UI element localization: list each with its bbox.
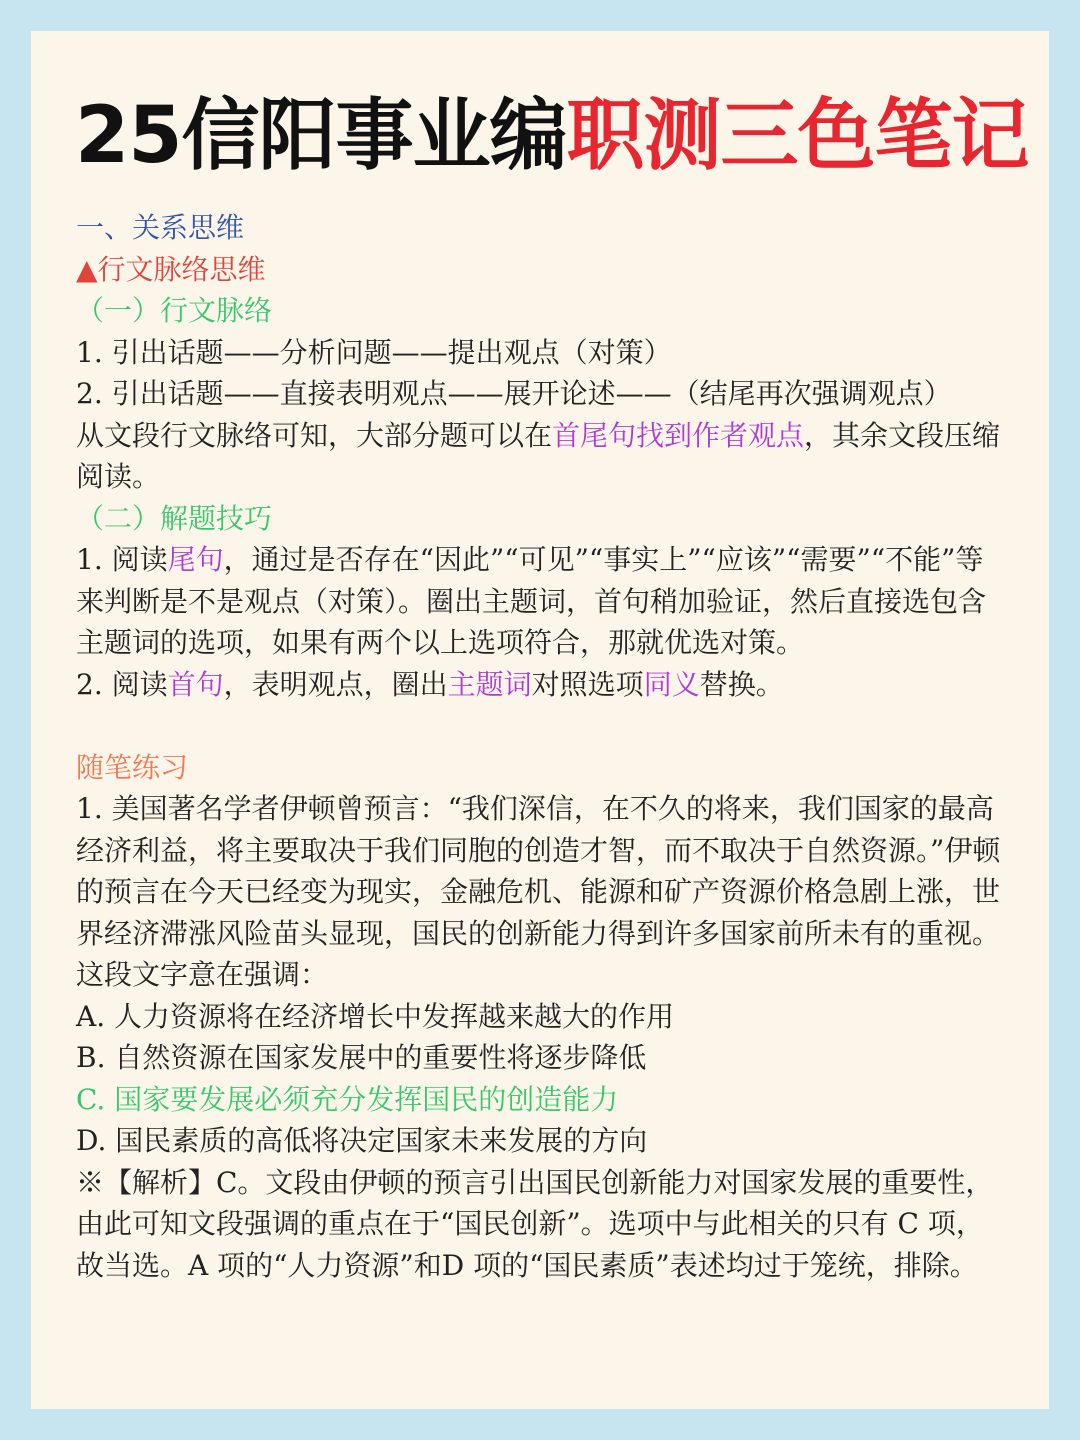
part2-heading: （二）解题技巧 — [76, 501, 273, 535]
highlight-text: 尾句 — [167, 543, 224, 576]
outline-summary: 从文段行文脉络可知，大部分题可以在首尾句找到作者观点，其余文段压缩阅读。 — [76, 418, 1001, 493]
option-b: B. 自然资源在国家发展中的重要性将逐步降低 — [76, 1041, 647, 1074]
highlight-text: 主题词 — [447, 667, 532, 701]
highlight-text: 首尾句找到作者观点 — [552, 418, 805, 452]
option-c-correct: C. 国家要发展必须充分发挥国民的创造能力 — [76, 1082, 619, 1116]
title-part-black: 25信阳事业编 — [75, 91, 567, 181]
part1-heading: （一）行文脉络 — [76, 294, 273, 327]
option-d: D. 国民素质的高低将决定国家未来发展的方向 — [76, 1124, 648, 1157]
note-card — [31, 31, 1049, 1409]
question-text: 1. 美国著名学者伊顿曾预言：“我们深信，在不久的将来，我们国家的最高经济利益，将主要取决于我们同胞的创造才智，而不取决于自然资源。”伊顿的预言在今天已经变为现实，金融危机、能源和矿产资源价格急剧上涨，世界经济滞涨风险苗头显现，国民的创新能力得到许多国家前所未有的重视。这段文字意在强调： — [76, 792, 1001, 991]
highlight-text: 首句 — [167, 667, 224, 701]
tip-item-1: 1. 阅读尾句，通过是否存在“因此”“可见”“事实上”“应该”“需要”“不能”等来判断是不是观点（对策）。圈出主题词，首句稍加验证，然后直接选包含主题词的选项，如果有两个以上选项符合，那就优选对策。 — [76, 543, 987, 659]
highlight-text: 同义 — [643, 667, 700, 701]
outline-item-1: 1. 引出话题——分析问题——提出观点（对策） — [76, 335, 672, 369]
title-part-red: 职测三色笔记 — [566, 91, 1029, 181]
analysis-text: ※【解析】C。文段由伊顿的预言引出国民创新能力对国家发展的重要性，由此可知文段强调的重点在于“国民创新”。选项中与此相关的只有 C 项，故当选。A 项的“人力资源”和D 项的“国民素质”表述均过于笼统，排除。 — [76, 1165, 994, 1282]
spacer — [76, 705, 1006, 747]
section-heading: 一、关系思维 — [76, 211, 245, 244]
note-content — [76, 207, 1006, 1286]
practice-heading: 随笔练习 — [76, 750, 189, 784]
tip-item-2: 2. 阅读首句，表明观点，圈出主题词对照选项同义替换。 — [76, 667, 784, 701]
section-subheading: ▲行文脉络思维 — [76, 252, 266, 286]
page-title — [75, 91, 1029, 181]
outline-item-2: 2. 引出话题——直接表明观点——展开论述——（结尾再次强调观点） — [76, 377, 952, 410]
option-a: A. 人力资源将在经济增长中发挥越来越大的作用 — [76, 999, 675, 1033]
